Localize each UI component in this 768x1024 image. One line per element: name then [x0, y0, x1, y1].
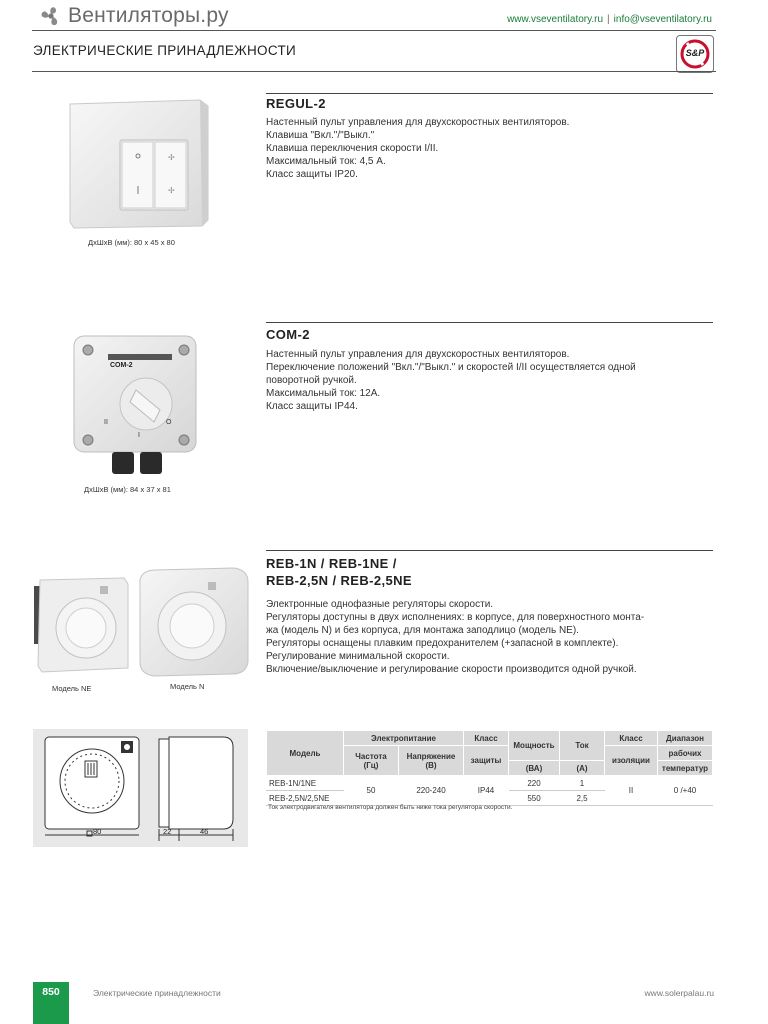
desc-line: Регуляторы доступны в двух исполнениях: в корпусе, для поверхностного монта-: [266, 612, 645, 623]
regul2-divider: [266, 93, 713, 94]
desc-line: поворотной ручкой.: [266, 375, 357, 386]
th-model: Модель: [267, 731, 344, 776]
cell-protection: IP44: [464, 776, 509, 806]
sp-brand-logo: [676, 35, 714, 73]
reb-description: [266, 598, 714, 676]
cell-model: REB-2,5N/2,5NE: [267, 791, 344, 806]
th-range2: рабочих: [658, 746, 713, 761]
desc-line: Клавиша "Вкл."/"Выкл.": [266, 130, 375, 141]
cell-model: REB-1N/1NE: [267, 776, 344, 791]
dim-width: 80: [93, 827, 102, 836]
regul2-dimensions: ДхШхВ (мм): 80 x 45 x 80: [88, 238, 175, 247]
reb-technical-drawing: [33, 729, 248, 847]
com2-description: [266, 348, 714, 413]
desc-line: Электронные однофазные регуляторы скорости.: [266, 599, 494, 610]
th-current: Ток: [560, 731, 605, 761]
cell-power: 220: [509, 776, 560, 791]
th-frequency: [344, 746, 399, 776]
desc-line: Класс защиты IP20.: [266, 169, 358, 180]
com2-dial-mark: I: [138, 432, 140, 439]
cell-power: 550: [509, 791, 560, 806]
com2-device-label: COM-2: [110, 362, 133, 369]
section-divider: [32, 71, 716, 72]
table-note: Ток электродвигателя вентилятора должен быть ниже тока регулятора скорости.: [268, 804, 513, 811]
th-insulation: Класс: [605, 731, 658, 746]
com2-dial-mark: O: [166, 419, 172, 426]
page-number-bar: [33, 1002, 69, 1024]
com2-divider: [266, 322, 713, 323]
desc-line: Класс защиты IP44.: [266, 401, 358, 412]
th-current-unit: (А): [560, 761, 605, 776]
reb-ne-image: [32, 572, 132, 676]
sp-logo-text: S&P: [685, 48, 705, 58]
footer-site-link[interactable]: www.solerpalau.ru: [644, 988, 714, 998]
cell-current: 2,5: [560, 791, 605, 806]
desc-line: Регуляторы оснащены плавким предохранителем (+запасной в комплекте).: [266, 638, 619, 649]
reb-title-line1: REB-1N / REB-1NE /: [266, 556, 397, 571]
reb-n-image: [136, 566, 252, 678]
desc-line: Регулирование минимальной скорости.: [266, 651, 450, 662]
site-link[interactable]: www.vseventilatory.ru: [507, 14, 604, 25]
svg-text:✢: ✢: [168, 153, 175, 162]
th-voltage-unit: (В): [425, 760, 437, 770]
svg-text:✢: ✢: [168, 186, 175, 195]
header-contacts: [507, 14, 712, 25]
com2-dial-mark: II: [104, 419, 108, 426]
table-row: [267, 776, 713, 791]
email-link[interactable]: info@vseventilatory.ru: [613, 14, 712, 25]
site-logo[interactable]: [38, 4, 229, 28]
reb-divider: [266, 550, 713, 551]
desc-line: Максимальный ток: 12А.: [266, 388, 381, 399]
th-voltage: [399, 746, 464, 776]
th-protection: Класс: [464, 731, 509, 746]
desc-line: жа (модель N) и без корпуса, для монтажа заподлицо (модель NE).: [266, 625, 579, 636]
regul2-image: [62, 94, 212, 234]
section-title: ЭЛЕКТРИЧЕСКИЕ ПРИНАДЛЕЖНОСТИ: [33, 43, 296, 58]
th-range: Диапазон: [658, 731, 713, 746]
reb-title-line2: REB-2,5N / REB-2,5NE: [266, 573, 412, 588]
desc-line: Максимальный ток: 4,5 А.: [266, 156, 386, 167]
contacts-separator: |: [607, 14, 610, 25]
page-number: 850: [33, 982, 69, 1002]
dim-depth1: 22: [163, 827, 172, 836]
regul2-description: [266, 116, 714, 181]
cell-current: 1: [560, 776, 605, 791]
com2-title: COM-2: [266, 327, 310, 342]
footer-section: Электрические принадлежности: [93, 988, 221, 998]
desc-line: Переключение положений "Вкл."/"Выкл." и скоростей I/II осуществляется одной: [266, 362, 636, 373]
desc-line: Клавиша переключения скорости I/II.: [266, 143, 439, 154]
th-frequency-label: Частота: [355, 751, 387, 761]
reb-ne-caption: Модель NE: [52, 684, 92, 693]
th-power: Мощность: [509, 731, 560, 761]
logo-text: Вентиляторы.ру: [68, 4, 229, 27]
com2-image: [70, 332, 200, 480]
desc-line: Настенный пульт управления для двухскоростных вентиляторов.: [266, 349, 570, 360]
th-power-supply: Электропитание: [344, 731, 464, 746]
header-divider: [32, 30, 716, 31]
desc-line: Настенный пульт управления для двухскоростных вентиляторов.: [266, 117, 570, 128]
th-range3: температур: [658, 761, 713, 776]
th-voltage-label: Напряжение: [406, 751, 456, 761]
th-power-unit: (ВА): [509, 761, 560, 776]
cell-insulation: II: [605, 776, 658, 806]
desc-line: Включение/выключение и регулирование скорости производится одной ручкой.: [266, 664, 637, 675]
th-frequency-unit: (Гц): [363, 760, 379, 770]
fan-logo-icon: [38, 5, 64, 27]
cell-range: 0 /+40: [658, 776, 713, 806]
cell-voltage: 220-240: [399, 776, 464, 806]
th-insulation2: изоляции: [605, 746, 658, 776]
cell-frequency: 50: [344, 776, 399, 806]
reb-n-caption: Модель N: [170, 682, 205, 691]
spec-table: [266, 730, 713, 806]
regul2-title: REGUL-2: [266, 96, 326, 111]
th-protection2: защиты: [464, 746, 509, 776]
com2-dimensions: ДхШхВ (мм): 84 x 37 x 81: [84, 485, 171, 494]
dim-depth2: 46: [200, 827, 209, 836]
